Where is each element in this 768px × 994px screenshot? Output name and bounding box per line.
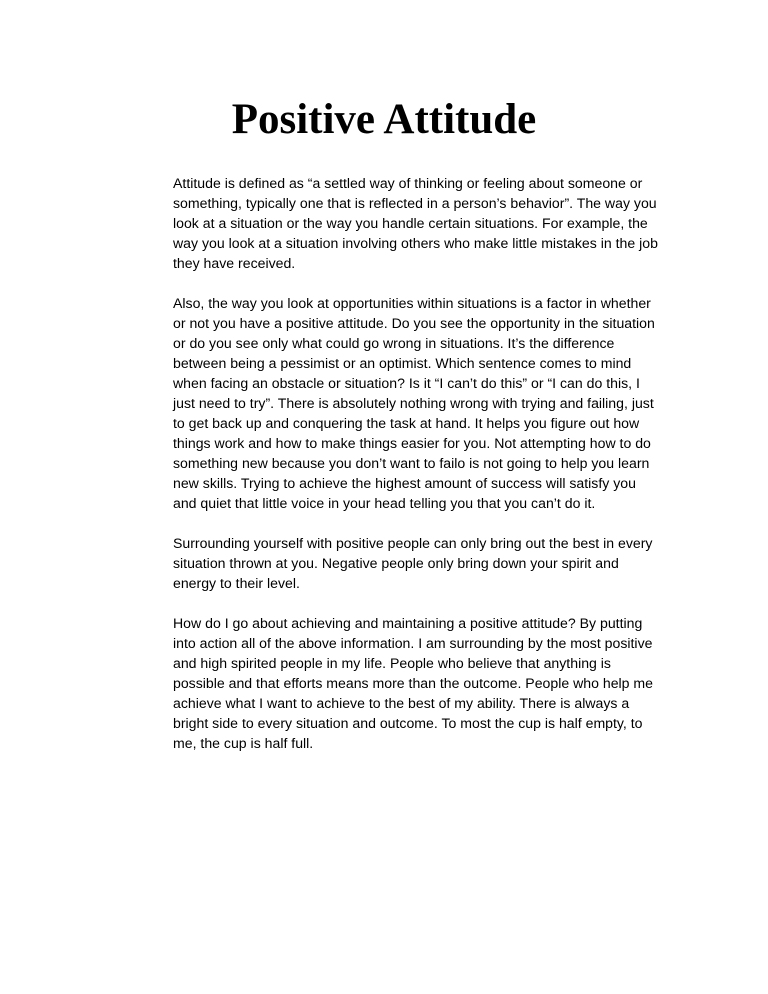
paragraph-4: How do I go about achieving and maintaining a positive attitude? By putting into action all of the above information. I am surrounding by the most positive and high spirited people in my life. People who believe that anything is possible and that efforts means more than the outcome. People who help me achieve what I want to achieve to the best of my ability. There is always a bright side to every situation and outcome. To most the cup is half empty, to me, the cup is half full. bbox=[173, 615, 653, 751]
paragraph-1: Attitude is defined as “a settled way of thinking or feeling about someone or something, typically one that is reflected in a person’s behavior”. The way you look at a situation or the way you handle certain situations. For example, the way you look at a situation involving others who make little mistakes in the job they have received. bbox=[173, 175, 658, 271]
document-body bbox=[173, 173, 663, 773]
paragraph-3: Surrounding yourself with positive people can only bring out the best in every situation thrown at you. Negative people only bring down your spirit and energy to their level. bbox=[173, 535, 653, 591]
paragraph-2: Also, the way you look at opportunities within situations is a factor in whether or not you have a positive attitude. Do you see the opportunity in the situation or do you see only what could go wrong in situations. It’s the difference between being a pessimist or an optimist. Which sentence comes to mind when facing an obstacle or situation? Is it “I can’t do this” or “I can do this, I just need to try”. There is absolutely nothing wrong with trying and failing, just to get back up and conquering the task at hand. It helps you figure out how things work and how to make things easier for you. Not attempting how to do something new because you don’t want to failo is not going to help you learn new skills. Trying to achieve the highest amount of success will satisfy you and quiet that little voice in your head telling you that you can’t do it. bbox=[173, 295, 655, 511]
document-title: Positive Attitude bbox=[231, 96, 537, 143]
